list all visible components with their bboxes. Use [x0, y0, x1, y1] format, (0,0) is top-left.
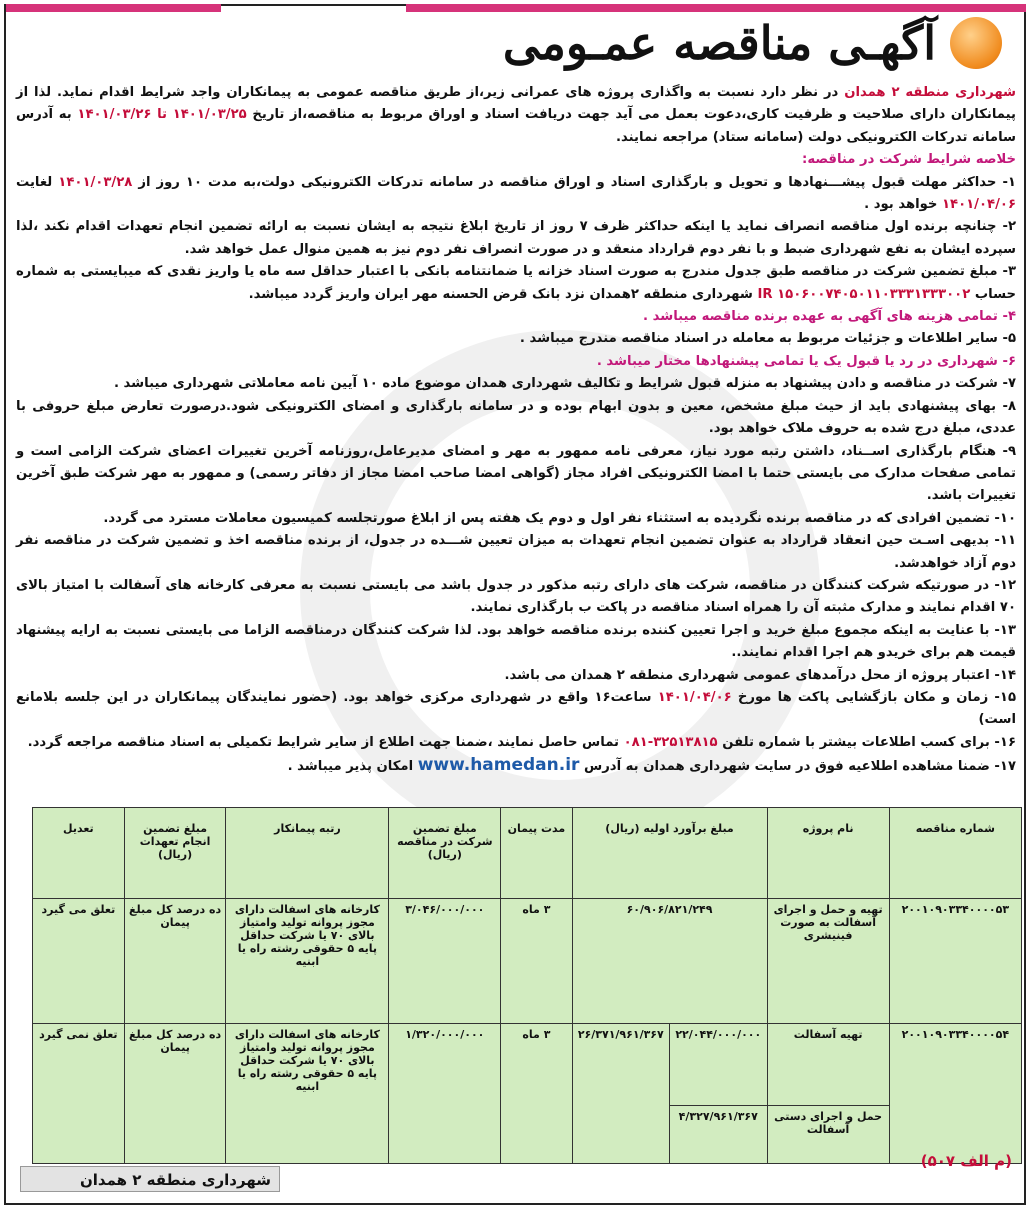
- cell-estimate-total: ۲۶/۳۷۱/۹۶۱/۳۶۷: [572, 1024, 670, 1164]
- website-link[interactable]: www.hamedan.ir: [417, 755, 580, 776]
- cell-estimate: ۲۲/۰۴۴/۰۰۰/۰۰۰: [670, 1024, 768, 1106]
- header-performance: مبلغ تضمین انجام تعهدات (ریال): [124, 808, 226, 899]
- item-12: ۱۲- در صورتیکه شرکت کنندگان در مناقصه، شرکت های دارای رتبه مذکور در جدول باشد می بایستی نسبت به معرفی کارخانه های آسفالت با امتیاز بالای ۷۰ اقدام نمایند و مدارک مثبته آن را همراه اسناد مناقصه در پاکت ب بارگذاری نمایند.: [16, 577, 1016, 616]
- cell-rank: کارخانه های اسفالت دارای مجوز پروانه تولید وامتیاز بالای ۷۰ یا شرکت حداقل پایه ۵ حقوقی رشته راه یا ابنیه: [226, 1024, 389, 1164]
- conditions-title: خلاصه شرایط شرکت در مناقصه:: [802, 152, 1016, 168]
- cell-performance: ده درصد کل مبلغ پیمان: [124, 899, 226, 1024]
- top-accent-bar: [406, 4, 1026, 12]
- header-project: نام پروژه: [767, 808, 889, 899]
- top-accent-bar-left: [6, 4, 221, 12]
- item-5: ۵- سایر اطلاعات و جزئیات مربوط به معامله در اسناد مناقصه مندرج میباشد .: [519, 331, 1016, 347]
- title-block: [503, 16, 1002, 70]
- item-17: ۱۷- ضمنا مشاهده اطلاعیه فوق در سایت شهرداری همدان به آدرس www.hamedan.ir امکان پذیر میباشد .: [287, 755, 1016, 776]
- header-estimate: مبلغ برآورد اولیه (ریال): [572, 808, 767, 899]
- cell-adjustment: تعلق نمی گیرد: [33, 1024, 125, 1164]
- item-1: ۱- حداکثر مهلت قبول پیشـــنهادها و تحویل و بارگذاری اسناد و اوراق مناقصه در سامانه تدرکات الکترونیکی دولت،به مدت ۱۰ روز از ۱۴۰۱/۰۳/۲۸ لغایت ۱۴۰۱/۰۴/۰۶ خواهد بود .: [16, 174, 1016, 213]
- item-15: ۱۵- زمان و مکان بازگشایی پاکت ها مورخ ۱۴۰۱/۰۴/۰۶ ساعت۱۶ واقع در شهرداری مرکزی خواهد بود. (حضور نمایندگان پیمانکاران در این جلسه بلامانع است): [16, 689, 1017, 728]
- cell-project: حمل و اجرای دستی آسفالت: [767, 1106, 889, 1164]
- cell-adjustment: تعلق می گیرد: [33, 899, 125, 1024]
- cell-guarantee: ۱/۳۲۰/۰۰۰/۰۰۰: [389, 1024, 501, 1164]
- cell-duration: ۳ ماه: [501, 899, 572, 1024]
- tender-table: [32, 807, 1022, 1164]
- item-11: ۱۱- بدیهی اسـت حین انعقاد قرارداد به عنوان تضمین انجام تعهدات به میزان تعیین شـــده در جدول، از برنده مناقصه اخذ و تضمین شرکت در مناقصه نفر دوم آزاد خواهدشد.: [16, 533, 1016, 571]
- header-number: شماره مناقصه: [889, 808, 1021, 899]
- cell-duration: ۳ ماه: [501, 1024, 572, 1164]
- item-16: ۱۶- برای کسب اطلاعات بیشتر با شماره تلفن ۳۲۵۱۳۸۱۵-۰۸۱ تماس حاصل نمایند ،ضمنا جهت اطلاع از سایر شرایط تکمیلی به اسناد مناقصه مراجعه گردد.: [27, 734, 1016, 750]
- item-7: ۷- شرکت در مناقصه و دادن پیشنهاد به منزله قبول شرایط و تکالیف شهرداری همدان موضوع ماده ۱۰ آیین نامه معاملاتی شهرداری میباشد .: [113, 376, 1016, 392]
- orange-circle-icon: [950, 17, 1002, 69]
- cell-estimate: ۶۰/۹۰۶/۸۲۱/۲۴۹: [572, 899, 767, 1024]
- cell-project: تهیه و حمل و اجرای آسفالت به صورت فینیشری: [767, 899, 889, 1024]
- item-6: ۶- شهرداری در رد یا قبول یک یا تمامی پیشنهادها مختار میباشد .: [596, 353, 1016, 369]
- item-2: ۲- چنانچه برنده اول مناقصه انصراف نماید یا اینکه حداکثر ظرف ۷ روز از تاریخ ابلاغ نتیجه به ایشان نسبت به ارائه تضمین انجام تعهدات اقدام نکند ،لذا سپرده ایشان به نفع شهرداری ضبط و با نفر دوم قرارداد منعقد و در صورت انصراف نفر دوم نیز به همین منوال عمل خواهد شد.: [16, 219, 1016, 257]
- cell-performance: ده درصد کل مبلغ پیمان: [124, 1024, 226, 1164]
- cell-number: ۲۰۰۱۰۹۰۳۳۴۰۰۰۰۵۴: [889, 1024, 1021, 1164]
- footer-org-name: شهرداری منطقه ۲ همدان: [20, 1166, 280, 1192]
- table-header-row: [33, 808, 1022, 899]
- header-adjustment: تعدیل: [33, 808, 125, 899]
- item-10: ۱۰- تضمین افرادی که در مناقصه برنده نگردیده به استثناء نفر اول و دوم یک هفته پس از ابلاغ صورتجلسه کمیسیون معاملات مسترد می گردد.: [103, 510, 1016, 526]
- cell-number: ۲۰۰۱۰۹۰۳۳۴۰۰۰۰۵۳: [889, 899, 1021, 1024]
- header-guarantee: مبلغ تضمین شرکت در مناقصه (ریال): [389, 808, 501, 899]
- table-row: [33, 899, 1022, 1024]
- item-3: ۳- مبلغ تضمین شرکت در مناقصه طبق جدول مندرج به صورت اسناد خزانه یا ضمانتنامه بانکی با اعتبار حداقل سه ماه یا واریز نقدی که میبایستی به شماره حساب IR ۱۵۰۶۰۰۷۴۰۵۰۱۱۰۳۳۳۱۳۳۳۰۰۲ شهرداری منطقه ۲همدان نزد بانک قرض الحسنه مهر ایران واریز گردد میباشد.: [16, 264, 1016, 302]
- announcement-body: [16, 82, 1016, 779]
- item-8: ۸- بهای پیشنهادی باید از حیث مبلغ مشخص، معین و بدون ابهام بوده و در سامانه بارگذاری و امضای الکترونیکی شود.درصورت تعارض مبلغ حروفی با عددی، مبلغ درج شده به حروف ملاک خواهد بود.: [16, 398, 1016, 437]
- table-row: [33, 1024, 1022, 1106]
- item-13: ۱۳- با عنایت به اینکه مجموع مبلغ خرید و اجرا تعیین کننده برنده مناقصه خواهد بود. لذا شرکت کنندگان درمناقصه الزاما می بایستی نسبت به ارایه پیشنهاد قیمت هم برای خریدو هم اجرا اقدام نمایند..: [16, 622, 1016, 661]
- page-title: آگهـی مناقصه عمـومی: [502, 16, 936, 70]
- intro-paragraph: شهرداری منطقه ۲ همدان در نظر دارد نسبت به واگذاری پروژه های عمرانی زیر،از طریق مناقصه عمومی به پیمانکاران واجد شرایط اقدام نماید. لذا از پیمانکاران دارای صلاحیت و ظرفیت کاری،دعوت بعمل می آید جهت دریافت اسناد و اوراق مربوط به مناقصه،از تاریخ ۱۴۰۱/۰۳/۲۵ تا ۱۴۰۱/۰۳/۲۶ به آدرس سامانه تدرکات الکترونیکی دولت (سامانه ستاد) مراجعه نمایند.: [16, 85, 1016, 145]
- item-4: ۴- تمامی هزینه های آگهی به عهده برنده مناقصه میباشد .: [643, 309, 1016, 325]
- cell-estimate: ۴/۳۲۷/۹۶۱/۳۶۷: [670, 1106, 768, 1164]
- cell-rank: کارخانه های اسفالت دارای مجوز پروانه تولید وامتیاز بالای ۷۰ یا شرکت حداقل پایه ۵ حقوقی رشته راه یا ابنیه: [226, 899, 389, 1024]
- cell-project: تهیه آسفالت: [767, 1024, 889, 1106]
- header-duration: مدت پیمان: [501, 808, 572, 899]
- cell-guarantee: ۳/۰۴۶/۰۰۰/۰۰۰: [389, 899, 501, 1024]
- item-14: ۱۴- اعتبار پروژه از محل درآمدهای عمومی شهرداری منطقه ۲ همدان می باشد.: [504, 667, 1016, 683]
- ad-code: (م الف ۵۰۷): [920, 1152, 1012, 1170]
- header-rank: رتبه پیمانکار: [226, 808, 389, 899]
- org-name: شهرداری منطقه ۲ همدان: [844, 85, 1016, 100]
- item-9: ۹- هنگام بارگذاری اســناد، داشتن رتبه مورد نیاز، معرفی نامه ممهور به مهر و امضای مدیرعامل،روزنامه آخرین تغییرات اعضای شرکت الزامی است و تمامی صفحات مدارک می بایستی حتما با امضا الکترونیکی افراد مجاز (گواهی امضا صاحب امضا مجاز از دفاتر رسمی) و ممهور به مهر شرکت طبق آخرین تغییرات باشد.: [16, 443, 1016, 504]
